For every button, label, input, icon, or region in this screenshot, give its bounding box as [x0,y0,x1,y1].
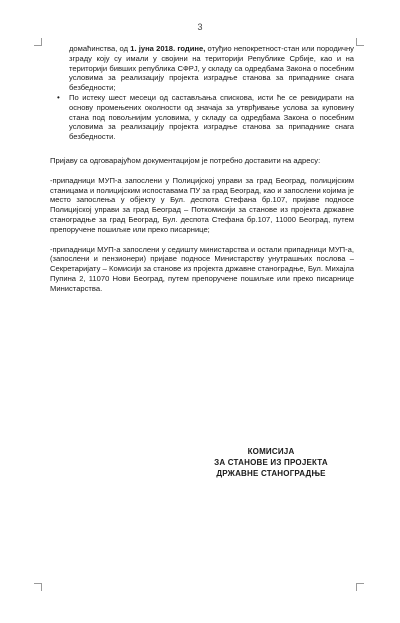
crop-mark-bottom-right [356,583,364,591]
signature-block [196,446,346,479]
signature-line-2: ЗА СТАНОВЕ ИЗ ПРОЈЕКТА [214,458,328,467]
document-body [50,44,354,294]
bullet-list [50,44,354,142]
page-number: 3 [197,22,203,32]
address-paragraph-police-directorate: -припадници МУП-а запослени у Полицијској управи за град Београд, полицијским станицама и полицијским испоставама ПУ за град Београд, као и запослени којима је место запослења у објекту у Бул. деспота Стефана бр.107, пријаве подносе Полицијској управи за град Београд – Поткомисији за станове из пројекта државне станоградње за град Београд, Бул. деспота Стефана бр.107, 11000 Београд, путем препоручене пошиљке или преко писарнице; [50,175,354,234]
address-paragraph-ministry: -припадници МУП-а запослени у седишту министарства и остали припадници МУП-а, (запослени и пензионери) пријаве подносе Министарству унутрашњих послова – Секретаријату – Комисији за станове из пројекта државне станоградње, Бул. Михајла Пупина 2, 11070 Нови Београд, путем препоручене пошиљке или преко писарнице Министарства. [50,244,354,293]
bullet-text-date: 1. јуна 2018. године, [130,44,206,53]
bullet-text-post: отуђио непокретност-стан или породичну зграду коју су имали у својини на територији Републике Србије, као и на територији бивших република СФРЈ, у складу са одредбама Закона о посебним условима за реализацију пројекта изградње станова за припаднике снага безбедности; [69,44,354,93]
bullet-text: По истеку шест месеци од састављања спискова, исти ће се ревидирати на основу промењених околности од значаја за утврђивање услова за куповину стана под повољнијим условима, у складу са одредбама Закона о посебним условима за реализацију пројекта изградње станова за припаднике снага безбедности. [69,92,354,142]
bullet-item-continued [50,44,354,93]
crop-mark-top-right [356,38,364,46]
signature-line-1: КОМИСИЈА [247,447,295,456]
bullet-text-pre: домаћинства, од [69,44,131,53]
crop-mark-bottom-left [34,583,42,591]
bullet-item-revision [50,93,354,142]
intro-paragraph: Пријаву са одговарајућом документацијом је потребно доставити на адресу: [50,155,321,165]
bullet-dot-icon: • [57,92,60,102]
signature-line-3: ДРЖАВНЕ СТАНОГРАДЊЕ [216,469,326,478]
crop-mark-top-left [34,38,42,46]
